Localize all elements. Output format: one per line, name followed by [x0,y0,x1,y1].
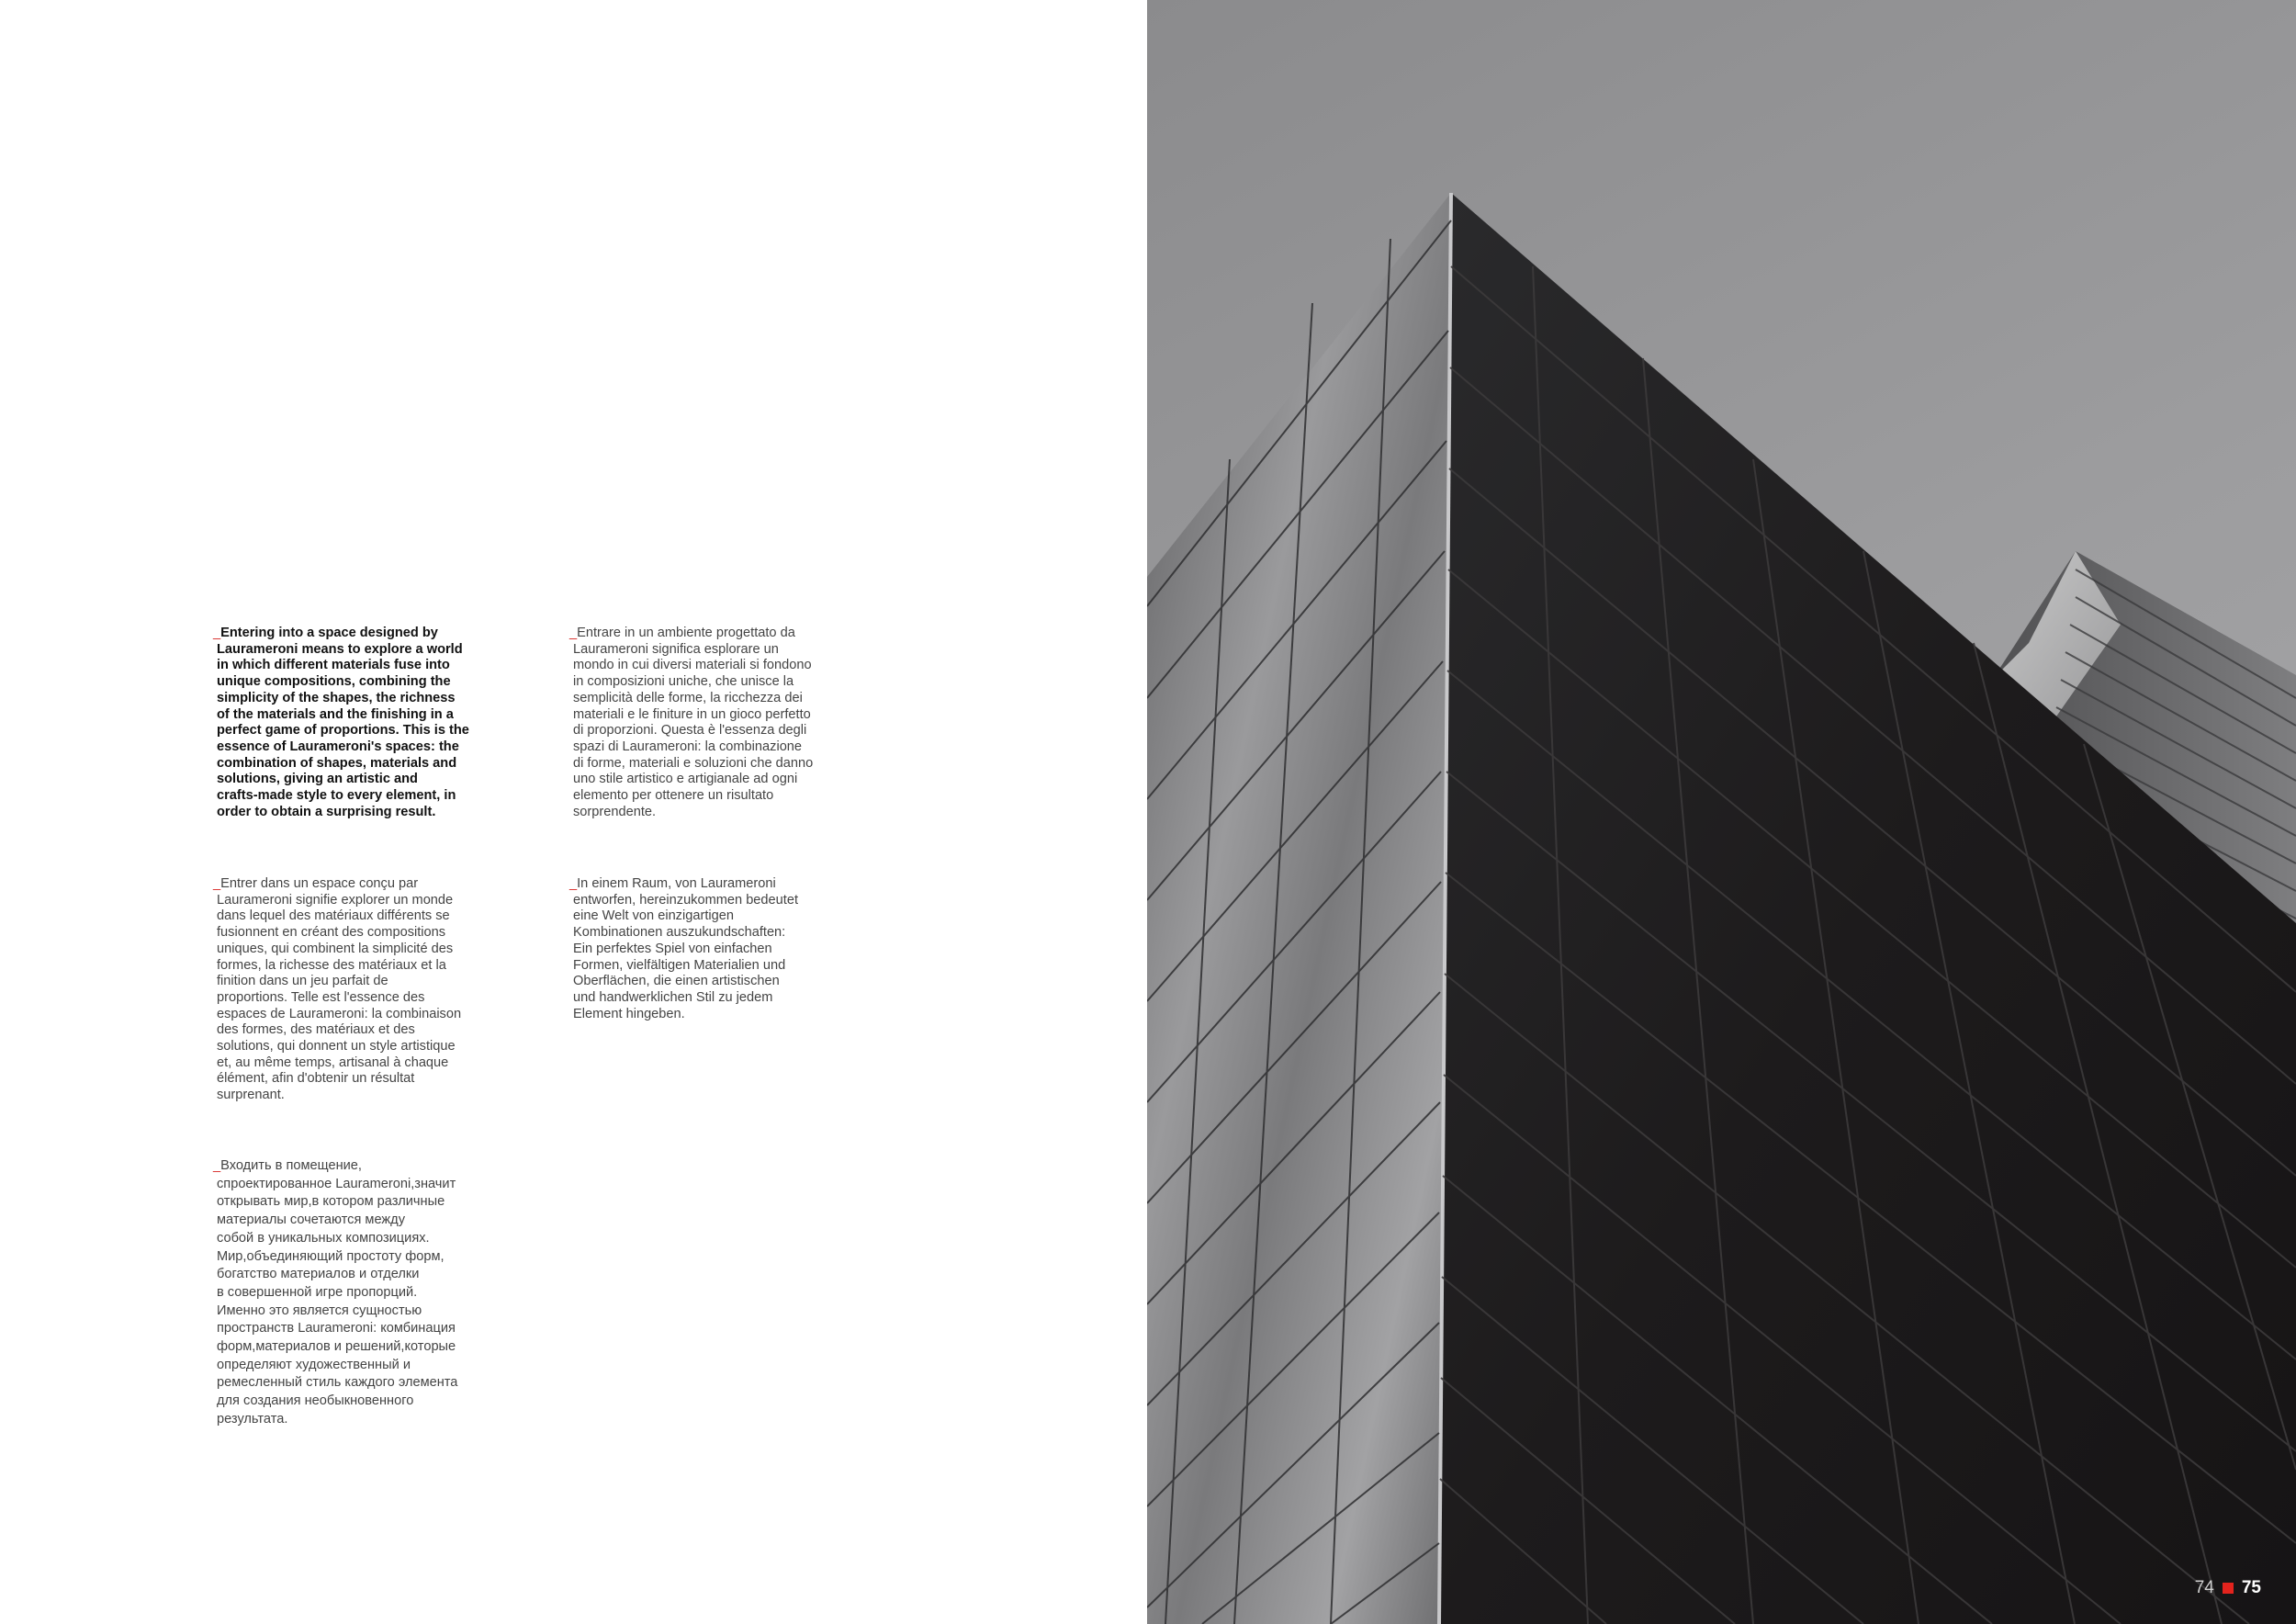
page-numbers [2195,1579,2261,1596]
text-block-russian [213,1157,483,1429]
left-page [0,0,1147,1624]
text-russian: Входить в помещение, спроектированное Laurameroni,значит открывать мир,в котором различные материалы сочетаются между собой в уникальных композициях. Мир,объединяющий простоту форм, богатство материалов и отделки в совершенной игре пропорций. Именно это является сущностью пространств Laurameroni: комбинация форм,материалов и решений,которые определяют художественный и ремесленный стиль каждого элемента для создания необыкновенного результата. [217,1158,458,1427]
red-dash-marker: _ [569,876,578,891]
red-square-icon [2223,1583,2234,1594]
red-dash-marker: _ [213,1158,221,1173]
red-dash-marker: _ [213,626,221,640]
text-italian: Entrare in un ambiente progettato da Laurameroni significa esplorare un mondo in cui diversi materiali si fondono in composizioni uniche, che unisce la semplicità delle forme, la ricchezza dei materiali e le finiture in un gioco perfetto di proporzioni. Questa è l'essenza degli spazi di Laurameroni: la combinazione di forme, materiali e soluzioni che danno uno stile artistico e artigianale ad ogni elemento per ottenere un risultato sorprendente. [573,626,814,819]
text-block-english [213,626,492,820]
page-number-right: 75 [2241,1578,2261,1597]
page-number-left: 74 [2194,1578,2214,1597]
red-dash-marker: _ [569,626,578,640]
text-block-french [213,876,483,1104]
text-english: Entering into a space designed by Laurameroni means to explore a world in which different materials fuse into unique compositions, combining the simplicity of the shapes, the richness of the materials and the finishing in a perfect game of proportions. This is the essence of Laurameroni's spaces: the combination of shapes, materials and solutions, giving an artistic and crafts-made style to every element, in order to obtain a surprising result. [217,626,469,819]
text-german: In einem Raum, von Laurameroni entworfen, hereinzukommen bedeutet eine Welt von einzigartigen Kombinationen auszukundschaften: Ein perfektes Spiel von einfachen Formen, vielfältigen Materialien und Oberflächen, die einen artistischen und handwerklichen Stil zu jedem Element hingeben. [573,876,799,1021]
text-block-italian [569,626,839,820]
red-dash-marker: _ [213,876,221,891]
building-icon [1147,0,2296,1624]
text-block-german [569,876,839,1022]
building-photo [1147,0,2296,1624]
text-french: Entrer dans un espace conçu par Laurameroni signifie explorer un monde dans lequel des matériaux différents se fusionnent en créant des compositions uniques, qui combinent la simplicité des formes, la richesse des matériaux et la finition dans un jeu parfait de proportions. Telle est l'essence des espaces de Laurameroni: la combinaison des formes, des matériaux et des solutions, qui donnent un style artistique et, au même temps, artisanal à chaque élément, afin d'obtenir un résultat surprenant. [217,876,462,1103]
